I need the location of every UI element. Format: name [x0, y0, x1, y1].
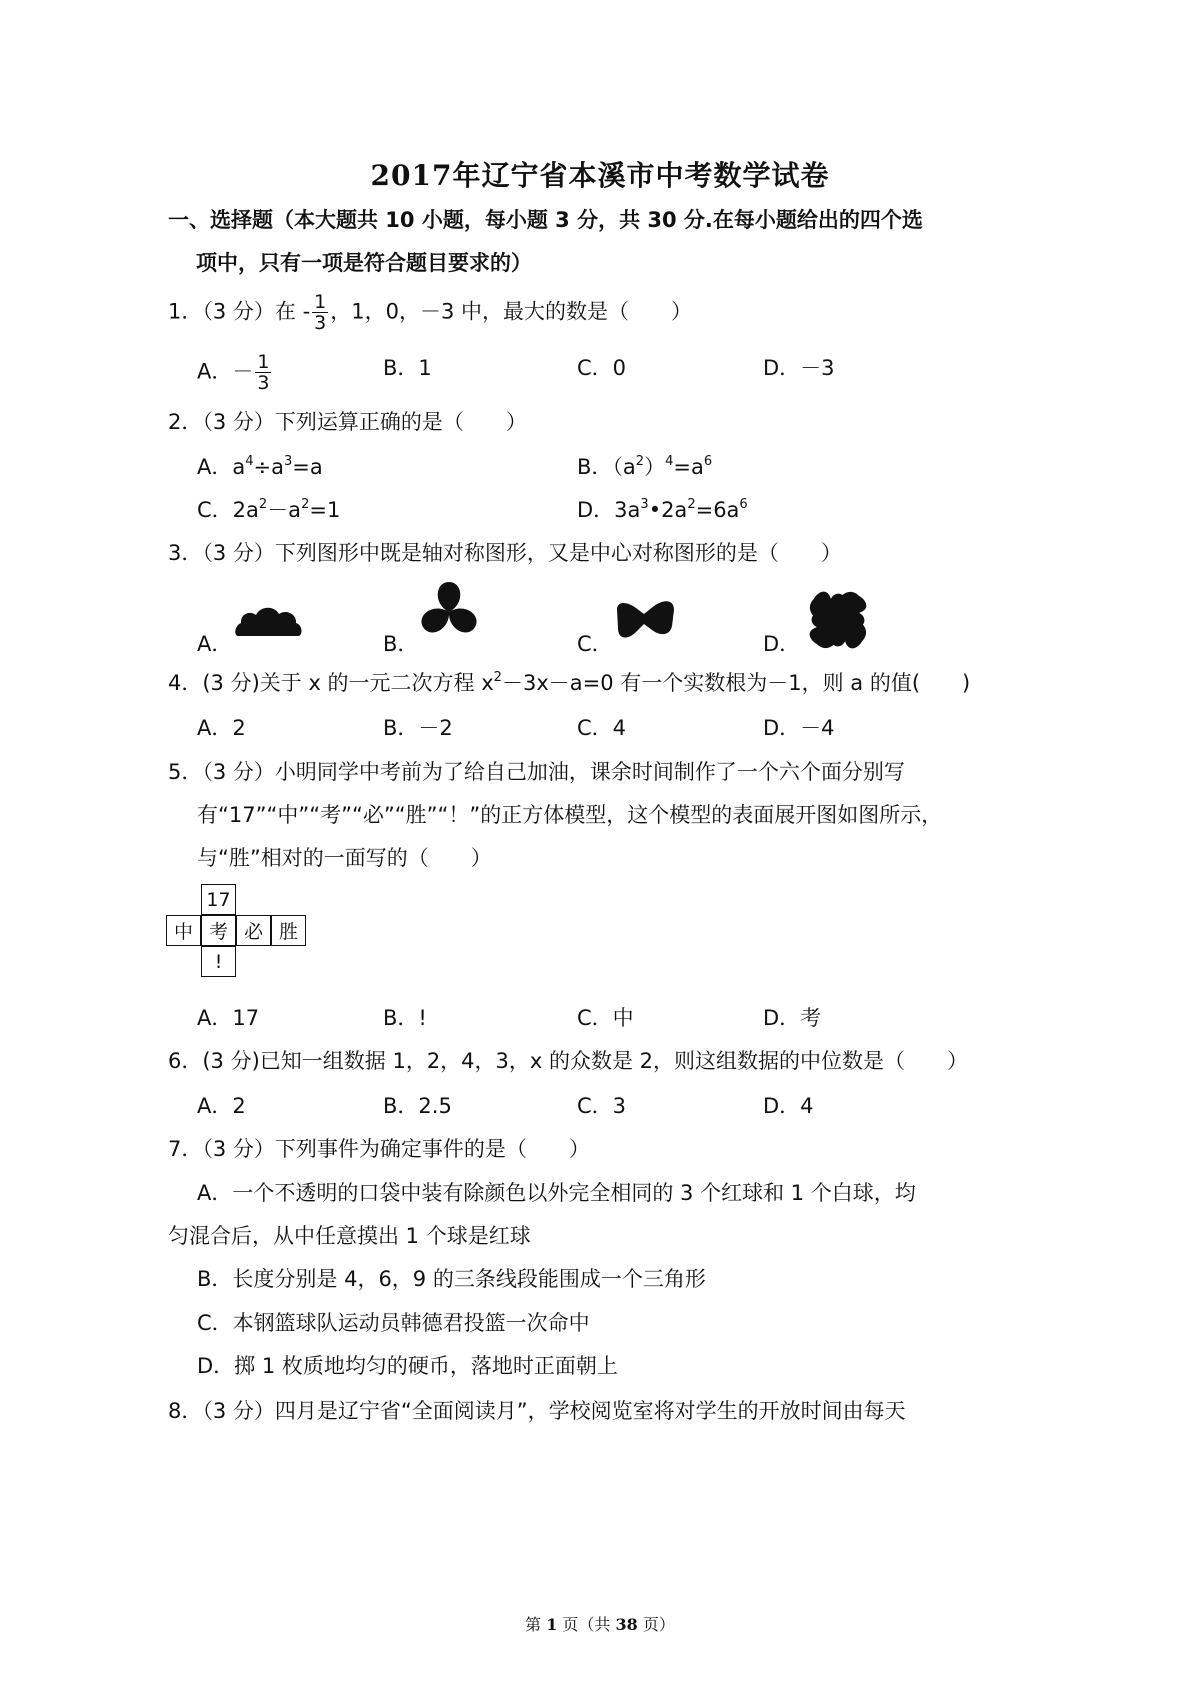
q4-option-d: D．－4: [763, 716, 835, 740]
bowtie-shape-figure: [614, 596, 678, 642]
question-6-stem: 6．(3 分)已知一组数据 1，2，4，3，x 的众数是 2，则这组数据的中位数是（ ）: [168, 1049, 969, 1073]
q1-prefix: 1．（3 分）在 -: [168, 299, 311, 324]
q7-option-a-line1: A．一个不透明的口袋中装有除颜色以外完全相同的 3 个红球和 1 个白球，均: [197, 1181, 916, 1205]
question-7-stem: 7．（3 分）下列事件为确定事件的是（ ）: [168, 1137, 590, 1161]
net-cell-top: 17: [201, 884, 236, 915]
fraction-denominator: 3: [257, 372, 270, 394]
page-number: 1: [546, 1615, 558, 1634]
expr-part: ）: [644, 455, 666, 479]
q6-option-a: A．2: [197, 1094, 246, 1118]
q5-option-b: B．!: [383, 1006, 427, 1030]
exponent: 3: [283, 454, 293, 469]
net-cell-row-2: 考: [201, 915, 236, 946]
q2-option-b: [577, 451, 712, 481]
fraction-numerator: 1: [314, 291, 327, 313]
stem-part: －3x－a=0 有一个实数根为－1，则 a 的值( ): [501, 671, 971, 695]
q5-option-c: C．中: [577, 1006, 634, 1030]
expr-part: =a: [673, 455, 704, 479]
exponent: 2: [635, 454, 645, 469]
exponent: 2: [258, 497, 268, 512]
expr-part: －a: [267, 498, 302, 522]
footer-text: 页（共: [557, 1615, 616, 1634]
exponent: 2: [493, 670, 502, 685]
q2-option-a: [197, 451, 323, 481]
expr-part: =6a: [695, 498, 740, 522]
expr-part: A．a: [197, 455, 246, 479]
q6-option-b: B．2.5: [383, 1094, 452, 1118]
q3-option-a-label: A．: [197, 632, 233, 656]
question-5-line3: 与“胜”相对的一面写的（ ）: [197, 846, 492, 870]
exponent: 4: [665, 454, 674, 469]
q4-option-b: B．－2: [383, 716, 453, 740]
net-cell-row-3: 必: [236, 915, 271, 946]
q7-option-a-line2: 匀混合后，从中任意摸出 1 个球是红球: [168, 1224, 531, 1248]
q1-suffix: ，1，0，－3 中，最大的数是（ ）: [330, 299, 693, 324]
four-leaf-clover-shape-figure: [800, 584, 876, 656]
expr-part: D．3a: [577, 498, 641, 522]
expr-part: =1: [309, 498, 341, 522]
exponent: 3: [640, 497, 649, 512]
question-8-line1: 8．（3 分）四月是辽宁省“全面阅读月”，学校阅览室将对学生的开放时间由每天: [168, 1399, 906, 1423]
q1-option-d: D．－3: [763, 356, 835, 380]
exponent: 6: [739, 497, 748, 512]
q5-option-d: D．考: [763, 1006, 822, 1030]
expr-part: ÷a: [253, 455, 284, 479]
q1-option-c: C．0: [577, 356, 627, 380]
three-leaf-shape-figure: [416, 580, 482, 644]
stem-part: 4．(3 分)关于 x 的一元二次方程 x: [168, 671, 494, 695]
expr-part: =a: [292, 455, 323, 479]
q1-option-a: [197, 352, 273, 393]
question-2-stem: 2．（3 分）下列运算正确的是（ ）: [168, 410, 527, 434]
section-heading-line2: 项中，只有一项是符合题目要求的）: [196, 251, 532, 275]
exponent: 2: [687, 497, 696, 512]
q2-option-d: [577, 494, 748, 524]
q3-option-c-label: C．: [577, 632, 613, 656]
fraction-one-third: [255, 352, 271, 393]
cloud-shape-figure: [234, 602, 304, 642]
q4-option-c: C．4: [577, 716, 627, 740]
q7-option-d: D．掷 1 枚质地均匀的硬币，落地时正面朝上: [197, 1354, 618, 1378]
page-footer: [0, 1612, 1200, 1635]
q5-option-a: A．17: [197, 1006, 260, 1030]
net-cell-bottom: !: [201, 946, 236, 977]
footer-text: 页）: [637, 1615, 675, 1634]
exponent: 2: [301, 497, 310, 512]
q6-option-c: C．3: [577, 1094, 627, 1118]
q7-option-c: C．本钢篮球队运动员韩德君投篮一次命中: [197, 1311, 590, 1335]
expr-part: C．2a: [197, 498, 259, 522]
expr-part: B．（a: [577, 455, 636, 479]
page-title: 2017年辽宁省本溪市中考数学试卷: [370, 159, 830, 192]
q6-option-d: D．4: [763, 1094, 814, 1118]
question-5-line2: 有“17”“中”“考”“必”“胜”“！”的正方体模型，这个模型的表面展开图如图所示，: [197, 803, 943, 827]
total-pages: 38: [615, 1615, 638, 1634]
fraction-one-third: [312, 292, 328, 333]
expr-part: •2a: [648, 498, 688, 522]
footer-text: 第: [525, 1615, 547, 1634]
q1-option-b: B．1: [383, 356, 432, 380]
q7-option-b: B．长度分别是 4，6，9 的三条线段能围成一个三角形: [197, 1267, 706, 1291]
fraction-denominator: 3: [314, 312, 327, 334]
exponent: 4: [245, 454, 254, 469]
net-cell-row-1: 中: [166, 915, 201, 946]
question-1-stem: [168, 292, 692, 333]
fraction-numerator: 1: [257, 351, 270, 373]
section-heading-line1: 一、选择题（本大题共 10 小题，每小题 3 分，共 30 分.在每小题给出的四个选: [168, 208, 923, 232]
q3-option-b-label: B．: [383, 632, 419, 656]
question-4-stem: [168, 667, 970, 697]
q4-option-a: A．2: [197, 716, 246, 740]
net-cell-row-4: 胜: [271, 915, 306, 946]
question-3-stem: 3．（3 分）下列图形中既是轴对称图形，又是中心对称图形的是（ ）: [168, 541, 842, 565]
q3-option-d-label: D．: [763, 632, 801, 656]
option-label: A．－: [197, 359, 254, 384]
question-5-line1: 5．（3 分）小明同学中考前为了给自己加油，课余时间制作了一个六个面分别写: [168, 760, 905, 784]
exponent: 6: [703, 454, 713, 469]
q2-option-c: [197, 494, 340, 524]
